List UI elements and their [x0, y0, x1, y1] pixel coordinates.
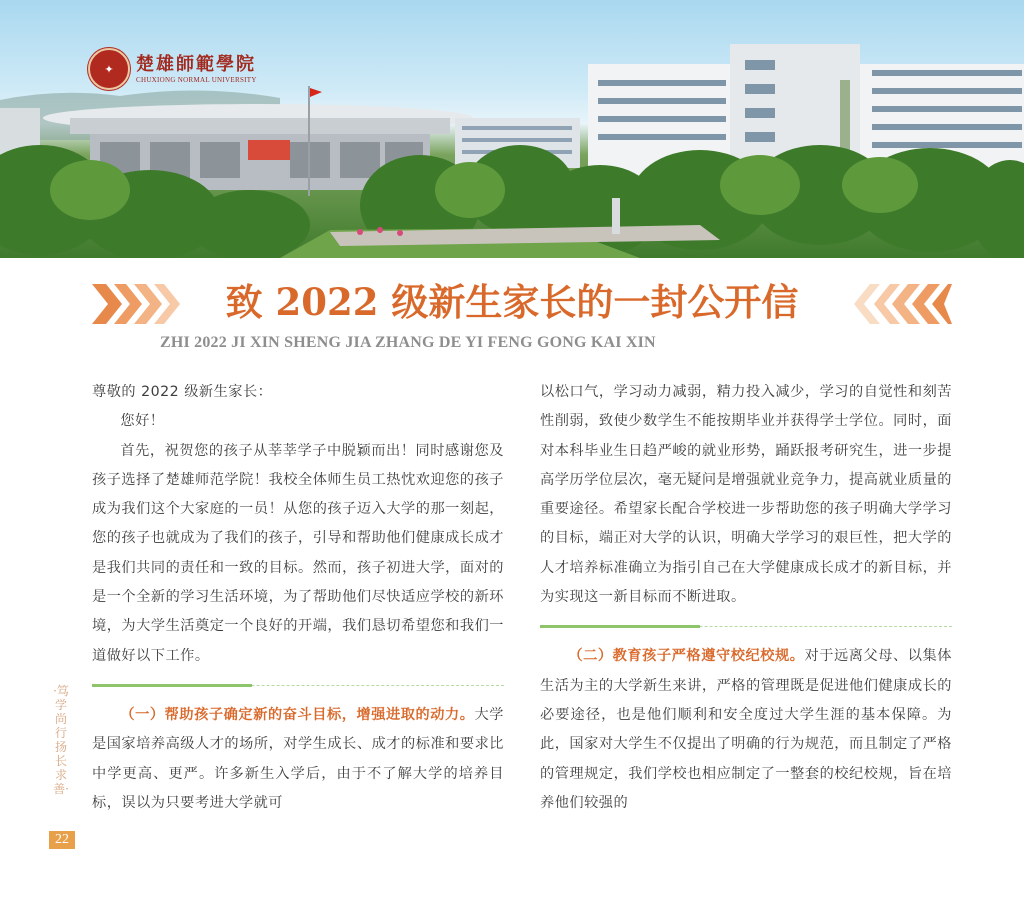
title-row: [0, 272, 1024, 332]
school-name-en: CHUXIONG NORMAL UNIVERSITY: [136, 75, 257, 84]
right-column: [540, 378, 952, 818]
page-title: 致 2022 级新生家长的一封公开信: [225, 280, 799, 324]
continuation-paragraph: 以松口气，学习动力减弱，精力投入减少，学习的自觉性和刻苦性削弱，致使少数学生不能按期毕业并获得学士学位。同时，面对本科毕业生日趋严峻的就业形势，踊跃报考研究生，进一步提高学历学位层次，毫无疑问是增强就业竞争力，提高就业质量的重要途径。希望家长配合学校进一步帮助您的孩子明确大学学习的目标，端正对大学的认识，明确大学学习的艰巨性，把大学的人才培养标准确立为指引自己在大学健康成长成才的新目标，并为实现这一新目标而不断进取。: [540, 384, 952, 606]
school-name-cn: 楚雄師範學院: [136, 53, 256, 75]
chevrons-right-icon: [854, 284, 952, 324]
section2-text: 对于远离父母、以集体生活为主的大学新生来讲，严格的管理既是促进他们健康成长的必要途径，也是他们顺利和安全度过大学生涯的基本保障。为此，国家对大学生不仅提出了明确的行为规范，而且制定了严格的管理规定，我们学校也相应制定了一整套的校纪校规，旨在培养他们较强的: [540, 648, 952, 811]
greeting: 您好！: [120, 413, 165, 430]
intro-paragraph: 首先，祝贺您的孩子从莘莘学子中脱颖而出！同时感谢您及孩子选择了楚雄师范学院！我校全体师生员工热忱欢迎您的孩子成为我们这个大家庭的一员！从您的孩子迈入大学的那一刻起，您的孩子也就成为了我们的孩子，引导和帮助他们健康成长成才是我们共同的责任和一致的目标。然而，孩子初进大学，面对的是一个全新的学习生活环境，为了帮助他们尽快适应学校的新环境，为大学生活奠定一个良好的开端，我们恳切希望您和我们一道做好以下工作。: [92, 442, 504, 664]
school-seal-icon: ✦: [88, 48, 130, 90]
section1-paragraph: [92, 701, 504, 818]
section-divider: [540, 626, 952, 627]
pinyin-subtitle: ZHI 2022 JI XIN SHENG JIA ZHANG DE YI FENG GONG KAI XIN: [160, 334, 656, 351]
page-number: 22: [49, 831, 75, 849]
school-logo: [88, 48, 257, 90]
salutation: 尊敬的 2022 级新生家长：: [92, 384, 273, 400]
section2-paragraph: [540, 642, 952, 818]
sidebar-motto: ·笃学尚行 扬长求善·: [53, 684, 69, 796]
section1-text: 大学是国家培养高级人才的场所，对学生成长、成才的标准和要求比中学更高、更严。许多新生入学后，由于不了解大学的培养目标，误以为只要考进大学就可: [92, 706, 504, 811]
section-divider: [92, 685, 504, 686]
campus-banner-photo: [0, 0, 1024, 258]
left-column: [92, 378, 504, 818]
campus-illustration: [0, 0, 1024, 258]
section1-heading: （一）帮助孩子确定新的奋斗目标，增强进取的动力。: [120, 706, 475, 723]
section2-heading: （二）教育孩子严格遵守校纪校规。: [568, 648, 805, 665]
